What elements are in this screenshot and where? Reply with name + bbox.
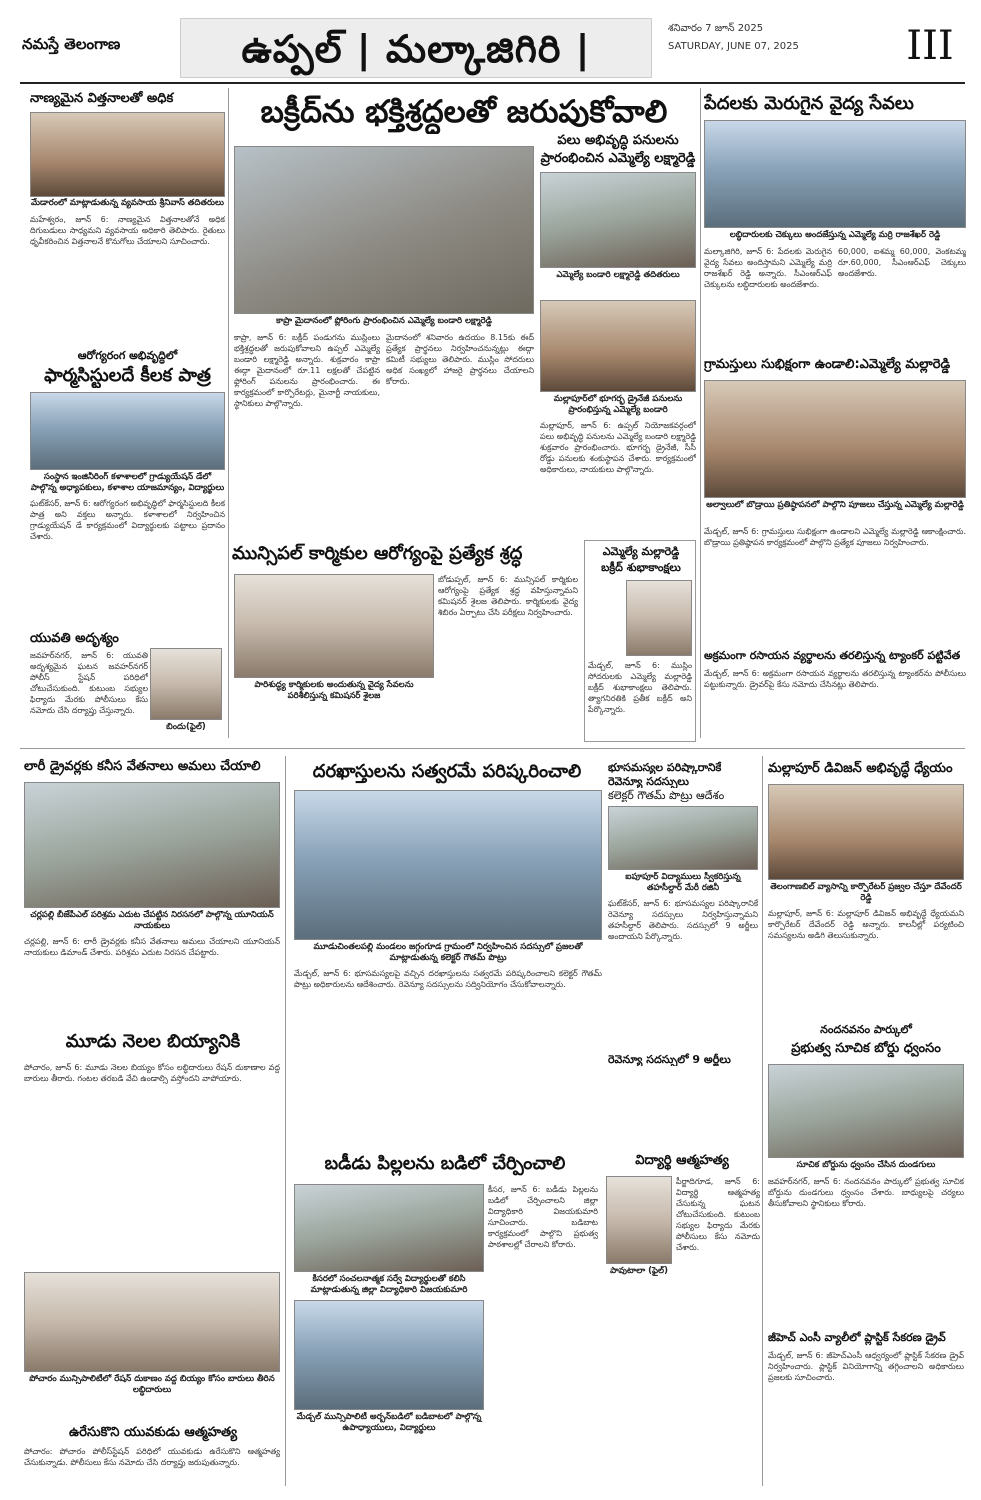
section-title: ఉప్పల్ | మల్కాజిగిరి | [180,18,652,78]
photo-collector-meeting [294,790,602,940]
photo-lorry-protest [24,782,280,908]
dateline [668,20,888,74]
body-lorry: చర్లపల్లి, జూన్ 6: లారీ డ్రైవర్లకు కనీస వేతనాలు అమలు చేయాలని యూనియన్ నాయకులు డిమాండ్ చేశారు. పరిశ్రమ ఎదుట నిరసన చేపట్టారు. [24,937,280,957]
photo-medical-cheques [704,120,966,228]
caption-lorry-protest: చర్లపల్లి బీజేపీఎల్ పరిశ్రమ ఎదుట చేపట్టిన నిరసనలో పాల్గొన్న యూనియన్ నాయకులు [30,910,274,931]
headline-park-1: నందనవనం పార్కులో [820,1023,912,1036]
body-lead-col2: మైదానంలో శనివారం ఉదయం 8.15కు ఈద్ ప్రత్యేక ప్రార్థనలు నిర్వహించనున్నట్లు ఈద్గా కమిటీ సభ్యులు తెలిపారు. ముస్లిం సోదరులు అధిక సంఖ్యలో హాజరై ప్రార్థనలు చేయాలని కోరారు. [386,333,534,386]
headline-mla-development: పలు అభివృద్ధి పనులను ప్రారంభించిన ఎమ్మెల్యే లక్ష్మారెడ్డి [540,133,696,166]
body-plastic: మేడ్చల్, జూన్ 6: జీహెచ్‌ఎంసీ ఆధ్వర్యంలో ప్లాస్టిక్ సేకరణ డ్రైవ్ నిర్వహించారు. ప్లాస్టిక్ వినియోగాన్ని తగ్గించాలని అధికారులు ప్రజలకు సూచించారు. [768,1351,964,1382]
body-pharmacy: ఘట్‌కేసర్, జూన్ 6: ఆరోగ్యరంగ అభివృద్ధిలో ఫార్మసిస్టులది కీలక పాత్ర అని వక్తలు అన్నారు. కళాశాలలో నిర్వహించిన గ్రాడ్యుయేషన్ డే కార్యక్రమంలో విద్యార్థులకు పట్టాలు ప్రదానం చేశారు. [30,499,225,541]
caption-missing: బిందు(ఫైల్) [166,722,206,732]
date-english: SATURDAY, JUNE 07, 2025 [668,41,799,52]
caption-graduation: సంస్థాన ఇంజినీరింగ్ కళాశాలలో గ్రాడ్యుయేషన్ డేలో పాల్గొన్న అధ్యాపకులు, కళాశాల యాజమాన్యం, విద్యార్థులు [30,472,225,493]
body-revenue: ఘట్‌కేసర్, జూన్ 6: భూసమస్యల పరిష్కారానికే రెవెన్యూ సదస్సులు నిర్వహిస్తున్నామని తహసీల్దార్ తెలిపారు. సదస్సులో 9 అర్జీలు అందాయని పేర్కొన్నారు. [608,899,758,941]
page-number: III [906,23,954,69]
photo-school-survey [294,1184,484,1272]
headline-missing: యువతి అదృశ్యం [30,631,119,646]
photo-park-board [768,1064,964,1158]
column-divider [700,88,701,738]
headline-revenue-2: రెవెన్యూ సదస్సులు [608,775,689,788]
caption-collector: మూడుచింతలపల్లి మండలం జగ్గంగూడ గ్రామంలో నిర్వహించిన సదస్సులో ప్రజలతో మాట్లాడుతున్న కలెక్టర్ గౌతమ్ పొట్రు [313,942,583,963]
column-divider [762,756,763,1486]
caption-badibata: మేడ్చల్ మున్సిపాలిటీ అర్బన్‌బడిలో బడిబాటలో పాల్గొన్న ఉపాధ్యాయులు, విద్యార్థులు [296,1412,482,1433]
body-municipal: బోడుప్పల్, జూన్ 6: మున్సిపల్ కార్మికుల ఆరోగ్యంపై ప్రత్యేక శ్రద్ధ వహిస్తున్నామని కమిషనర్ శైలజ తెలిపారు. కార్మికులకు వైద్య శిబిరం ఏర్పాటు చేసి పరీక్షలు నిర్వహించారు. [438,575,578,617]
headline-student-suicide: విద్యార్థి ఆత్మహత్య [635,1153,729,1168]
headline-park-2: ప్రభుత్వ సూచిక బోర్డు ధ్వంసం [791,1041,941,1056]
body-greetings: మేడ్చల్, జూన్ 6: ముస్లిం సోదరులకు ఎమ్మెల్యే మల్లారెడ్డి బక్రీద్ శుభాకాంక్షలు తెలిపారు. త్యాగనిరతికి ప్రతీక బక్రీద్ అని పేర్కొన్నారు. [588,661,692,714]
caption-revenue: ఐపూపూర్ విద్యాములు స్వీకరిస్తున్న తహసీల్దార్ మేరీ రజినీ [625,872,741,893]
body-mla-development: మల్లాపూర్, జూన్ 6: ఉప్పల్ నియోజకవర్గంలో పలు అభివృద్ధి పనులను ఎమ్మెల్యే బండారి లక్ష్మారెడ్డి శుక్రవారం ప్రారంభించారు. భూగర్భ డ్రైనేజీ, సీసీ రోడ్డు పనులకు శంకుస్థాపన చేశారు. కార్యక్రమంలో అధికారులు, నాయకులు పాల్గొన్నారు. [540,421,696,474]
photo-health-camp [234,574,434,678]
photo-villages-puja [704,380,966,498]
headline-greetings-1: ఎమ్మెల్యే మల్లారెడ్డి [602,545,680,558]
body-seeds: మహేశ్వరం, జూన్ 6: నాణ్యమైన విత్తనాలతోనే అధిక దిగుబడులు సాధ్యమని వ్యవసాయ అధికారి తెలిపారు. రైతులు ధృవీకరించిన విత్తనాలనే కొనుగోలు చేయాలని సూచించారు. [30,215,225,246]
body-applications: మేడ్చల్, జూన్ 6: భూసమస్యలపై వచ్చిన దరఖాస్తులను సత్వరమే పరిష్కరించాలని కలెక్టర్ గౌతమ్ పొట్రు అధికారులను ఆదేశించారు. రెవెన్యూ సదస్సులను సద్వినియోగం చేసుకోవాలన్నారు. [294,969,602,989]
headline-seeds: నాణ్యమైన విత్తనాలతో అధిక [30,91,174,106]
photo-student [606,1176,672,1264]
photo-badibata [294,1300,484,1410]
caption-villages: అల్వాలులో బొడ్రాయి ప్రతిష్ఠాపనలో పాల్గొని పూజలు చేస్తున్న ఎమ్మెల్యే మల్లారెడ్డి [706,500,964,510]
photo-revenue-sadassu [608,806,758,870]
headline-malkajgiri-dev: మల్లాపూర్ డివిజన్ అభివృద్ధే ధ్యేయం [768,761,953,776]
headline-pharmacy-kicker: ఆరోగ్యరంగ అభివృద్ధిలో [77,349,178,362]
body-villages: మేడ్చల్, జూన్ 6: గ్రామస్తులు సుభిక్షంగా ఉండాలని ఎమ్మెల్యే మల్లారెడ్డి ఆకాంక్షించారు. బొడ్రాయి ప్రతిష్ఠాపన కార్యక్రమంలో పాల్గొని ప్రత్యేక పూజలు నిర్వహించారు. [704,527,966,547]
photo-missing-woman [150,648,222,720]
body-schoolkids: కీసర, జూన్ 6: బడీడు పిల్లలను బడిలో చేర్పించాలని జిల్లా విద్యాధికారి విజయకుమారి సూచించారు. బడిబాట కార్యక్రమంలో పాల్గొని ప్రభుత్వ పాఠశాలల్లో చేరాలని కోరారు. [488,1185,598,1249]
headline-schoolkids: బడీడు పిల్లలను బడిలో చేర్పించాలి [324,1153,566,1174]
body-medical: మల్కాజిగిరి, జూన్ 6: పేదలకు మెరుగైన వైద్య సేవలు అందిస్తామని ఎమ్మెల్యే మర్రి రాజశేఖర్ రెడ్డి అన్నారు. సీఎంఆర్‌ఎఫ్ చెక్కులను లబ్ధిదారులకు అందజేశారు. [704,247,832,289]
photo-colony-visit [768,784,964,880]
date-telugu: శనివారం 7 జూన్ 2025 [668,23,764,34]
section-divider [20,748,965,749]
photo-drainage-works [540,300,696,392]
body-missing: జవహర్‌నగర్, జూన్ 6: యువతి అదృశ్యమైన ఘటన జవహర్‌నగర్ పోలీస్ స్టేషన్ పరిధిలో చోటుచేసుకుంది. కుటుంబ సభ్యుల ఫిర్యాదు మేరకు పోలీసులు కేసు నమోదు చేసి దర్యాప్తు చేస్తున్నారు. [30,651,148,715]
headline-greetings-2: బక్రీద్ శుభాకాంక్షలు [601,561,681,574]
headline-rice: మూడు నెలల బియ్యానికి [65,1031,241,1052]
newspaper-brand: నమస్తే తెలంగాణ [22,35,121,53]
photo-lead-inauguration [234,146,534,314]
headline-youth-suicide: ఉరేసుకొని యువకుడు ఆత్మహత్య [68,1425,238,1440]
headline-lorry-drivers: లారీ డ్రైవర్లకు కనీస వేతనాలు అమలు చేయాలి [24,759,261,774]
headline-pharmacy: ఫార్మసిస్టులదే కీలక పాత్ర [44,365,211,386]
body-malkajgiri: మల్లాపూర్, జూన్ 6: మల్లాపూర్ డివిజన్ అభివృద్ధే ధ్యేయమని కార్పొరేటర్ దేవేందర్ రెడ్డి అన్నారు. కాలనీల్లో పర్యటించి సమస్యలను అడిగి తెలుసుకున్నారు. [768,909,964,940]
caption-lead: కాప్రా మైదానంలో ప్లోరింగు ప్రారంభించిన ఎమ్మెల్యే బండారి లక్ష్మారెడ్డి [276,316,492,326]
headline-lead: బక్రీద్‌ను భక్తిశ్రద్ధలతో జరుపుకోవాలి [260,94,668,130]
photo-graduation [30,392,225,470]
headline-applications: దరఖాస్తులను సత్వరమే పరిష్కరించాలి [312,761,582,782]
column-divider [285,756,286,1486]
body-park: జవహర్‌నగర్, జూన్ 6: నందనవనం పార్కులో ప్రభుత్వ సూచిక బోర్డును దుండగులు ధ్వంసం చేశారు. బాధ్యులపై చర్యలు తీసుకోవాలని స్థానికులు కోరారు. [768,1177,964,1208]
body-medical-amounts: 60,000, ఐశమ్మ 60,000, వెంకటమ్మ రూ.60,000, సీఎంఆర్‌ఎఫ్ చెక్కులు అందజేశారు. [838,247,966,278]
photo-ration-queue [24,1272,280,1372]
headline-revenue-1: భూసమస్యల పరిష్కారానికే [608,761,722,774]
caption-drainage: మల్లాపూర్‌లో భూగర్భ డ్రైనేజీ పనులను ప్రారంభిస్తున్న ఎమ్మెల్యే బండారి [553,394,683,415]
photo-mla-portrait [626,580,692,656]
caption-colony-visit: తెలంగాణబిల్ వ్యాసాన్ని కార్పొరేటర్ ప్రజ్వల చేస్తూ దేవేందర్ రెడ్డి [770,882,962,903]
body-student-suicide: పీర్జాదిగూడ, జూన్ 6: విద్యార్థి ఆత్మహత్య చేసుకున్న ఘటన చోటుచేసుకుంది. కుటుంబ సభ్యుల ఫిర్యాదు మేరకు పోలీసులు కేసు నమోదు చేశారు. [676,1177,760,1252]
caption-mla-signing: ఎమ్మెల్యే బండారి లక్ష్మారెడ్డి తదితరులు [556,270,680,280]
column-divider [228,88,229,738]
body-rice: పోచారం, జూన్ 6: మూడు నెలల బియ్యం కోసం లబ్ధిదారులు రేషన్ దుకాణాల వద్ద బారులు తీరారు. గంటల తరబడి వేచి ఉండాల్సి వస్తోందని వాపోయారు. [24,1063,280,1083]
photo-mla-signing [540,172,696,268]
caption-ration-queue: పోచారం మున్సిపాలిటీలో రేషన్ దుకాణం వద్ద బియ్యం కోసం బారులు తీరిన లబ్ధిదారులు [29,1374,275,1395]
headline-municipal-health: మున్సిపల్ కార్మికుల ఆరోగ్యంపై ప్రత్యేక శ్రద్ధ [232,543,523,564]
headline-tanker: అక్రమంగా రసాయన వ్యర్థాలను తరలిస్తున్న ట్యాంకర్ పట్టివేత [704,649,961,662]
masthead-rule [20,82,965,84]
caption-seeds: మేడారంలో మాట్లాడుతున్న వ్యవసాయ శ్రీనివాస్ తదితరులు [31,198,224,208]
revenue-footer: రెవెన్యూ సదస్సులో 9 అర్జీలు [608,1053,731,1066]
body-tanker: మేడ్చల్, జూన్ 6: అక్రమంగా రసాయన వ్యర్థాలను తరలిస్తున్న ట్యాంకర్‌ను పోలీసులు పట్టుకున్నారు. డ్రైవర్‌పై కేసు నమోదు చేసినట్లు తెలిపారు. [704,669,966,689]
caption-medical: లబ్ధిదారులకు చెక్కులు అందజేస్తున్న ఎమ్మెల్యే మర్రి రాజశేఖర్ రెడ్డి [729,230,941,240]
headline-medical: పేదలకు మెరుగైన వైద్య సేవలు [704,93,914,114]
headline-plastic-drive: జీహెచ్ ఎంసీ వ్యాలీలో ప్లాస్టిక్ సేకరణ డ్రైవ్ [768,1331,946,1344]
caption-student: పావుటాలా (ఫైల్) [610,1266,668,1276]
body-youth-suicide: పోచారం: పోచారం పోలీస్‌స్టేషన్ పరిధిలో యువకుడు ఉరేసుకొని ఆత్మహత్య చేసుకున్నాడు. పోలీసులు కేసు నమోదు చేసి దర్యాప్తు జరుపుతున్నారు. [24,1447,280,1467]
caption-park-board: సూచిక బోర్డును ధ్వంసం చేసిన దుండగులు [796,1160,936,1170]
headline-revenue-3: కలెక్టర్ గౌతమ్ పొట్రు ఆదేశం [608,789,725,802]
photo-seeds-meeting [30,112,225,197]
headline-villages: గ్రామస్తులు సుభిక్షంగా ఉండాలి:ఎమ్మెల్యే మల్లారెడ్డి [704,357,951,372]
body-lead-col1: కాప్రా, జూన్ 6: బక్రీద్ పండుగను ముస్లింలు భక్తిశ్రద్ధలతో జరుపుకోవాలని ఉప్పల్ ఎమ్మెల్యే బండారి లక్ష్మారెడ్డి అన్నారు. శుక్రవారం కాప్రా ఈద్గా మైదానంలో రూ.11 లక్షలతో చేపట్టిన ఫ్లోరింగ్ పనులను ప్రారంభించారు. ఈ కార్యక్రమంలో కార్పొరేటర్లు, మైనార్టీ నాయకులు, స్థానికులు పాల్గొన్నారు. [234,333,380,408]
caption-health-camp: పారిశుద్ధ్య కార్మికులకు అందుతున్న వైద్య సేవలను పరిశీలిస్తున్న కమిషనర్ శైలజ [254,680,414,701]
caption-school-survey: కీసరలో సంచలనాత్మక సర్వే విద్యార్థులతో కలిసి మాట్లాడుతున్న జిల్లా విద్యాధికారి విజయకుమారి [310,1274,468,1295]
